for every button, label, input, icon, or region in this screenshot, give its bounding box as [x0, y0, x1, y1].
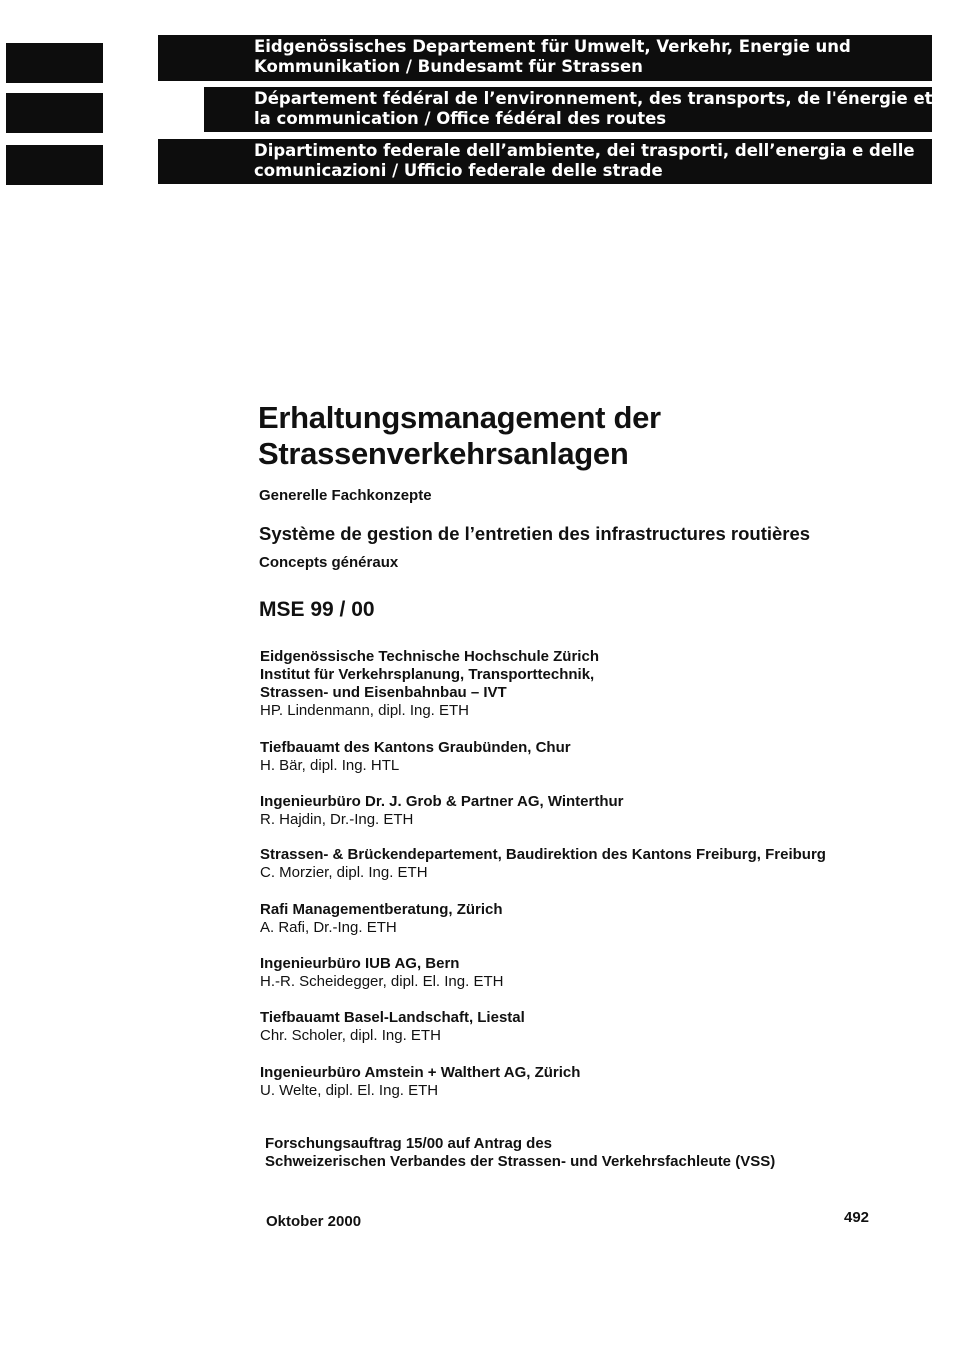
- organization-name: Tiefbauamt Basel-Landschaft, Liestal: [260, 1009, 525, 1026]
- report-number: 492: [844, 1209, 870, 1226]
- banner-fr-line-1: Département fédéral de l’environnement, des transports, de l'énergie et de: [254, 89, 962, 108]
- organization-baudirektion-freiburg: [260, 846, 826, 882]
- banner-de-line-2: Kommunikation / Bundesamt für Strassen: [254, 57, 643, 76]
- organization-name: Eidgenössische Technische Hochschule Zürich: [260, 648, 599, 665]
- organization-name: Ingenieurbüro IUB AG, Bern: [260, 955, 460, 972]
- organization-person: HP. Lindenmann, dipl. Ing. ETH: [260, 702, 470, 719]
- organization-tiefbauamt-graubuenden: [260, 739, 571, 775]
- publication-date: Oktober 2000: [266, 1213, 362, 1230]
- organization-amstein-walthert: [260, 1064, 580, 1100]
- organization-person: R. Hajdin, Dr.-Ing. ETH: [260, 811, 414, 828]
- research-assignment-line-1: Forschungsauftrag 15/00 auf Antrag des: [265, 1135, 553, 1152]
- department-banner-it: [158, 139, 932, 184]
- organization-name: Tiefbauamt des Kantons Graubünden, Chur: [260, 739, 571, 756]
- report-code: MSE 99 / 00: [259, 598, 375, 621]
- banner-it-line-2: comunicazioni / Ufficio federale delle strade: [254, 161, 663, 180]
- document-title-line-1: Erhaltungsmanagement der: [258, 400, 661, 435]
- organization-name: Ingenieurbüro Amstein + Walthert AG, Zürich: [260, 1064, 581, 1081]
- organization-grob-partner: [260, 793, 624, 829]
- organization-name: Ingenieurbüro Dr. J. Grob & Partner AG, Winterthur: [260, 793, 624, 810]
- organization-name: Strassen- & Brückendepartement, Baudirektion des Kantons Freiburg, Freiburg: [260, 846, 826, 863]
- banner-de-line-1: Eidgenössisches Departement für Umwelt, Verkehr, Energie und: [254, 37, 851, 56]
- subtitle-german: Generelle Fachkonzepte: [259, 487, 432, 504]
- banner-it-line-1: Dipartimento federale dell’ambiente, dei trasporti, dell’energia e delle: [254, 141, 915, 160]
- subtitle-french: Concepts généraux: [259, 554, 399, 571]
- organization-name: Rafi Managementberatung, Zürich: [260, 901, 503, 918]
- organization-person: Chr. Scholer, dipl. Ing. ETH: [260, 1027, 441, 1044]
- document-title-line-2: Strassenverkehrsanlagen: [258, 436, 629, 471]
- organization-name: Institut für Verkehrsplanung, Transporttechnik,: [260, 666, 595, 683]
- organization-person: A. Rafi, Dr.-Ing. ETH: [260, 919, 397, 936]
- organization-tiefbauamt-basel-landschaft: [260, 1009, 525, 1045]
- organization-name: Strassen- und Eisenbahnbau – IVT: [260, 684, 507, 701]
- organization-rafi: [260, 901, 503, 937]
- department-banner-de: [158, 35, 932, 81]
- document-title: [258, 400, 661, 472]
- research-assignment-line-2: Schweizerischen Verbandes der Strassen- und Verkehrsfachleute (VSS): [265, 1153, 776, 1170]
- banner-fr-line-2: la communication / Office fédéral des routes: [254, 109, 667, 128]
- department-banner-fr: [204, 87, 962, 132]
- organization-person: H. Bär, dipl. Ing. HTL: [260, 757, 400, 774]
- organization-iub: [260, 955, 503, 991]
- logo-bar-middle: [6, 93, 103, 133]
- research-assignment: [265, 1135, 775, 1171]
- logo-bar-bottom: [6, 145, 103, 185]
- logo-bar-top: [6, 43, 103, 83]
- organization-person: C. Morzier, dipl. Ing. ETH: [260, 864, 428, 881]
- title-french: Système de gestion de l’entretien des infrastructures routières: [259, 523, 811, 544]
- organization-person: U. Welte, dipl. El. Ing. ETH: [260, 1082, 439, 1099]
- organization-eth: [260, 648, 599, 720]
- organization-person: H.-R. Scheidegger, dipl. El. Ing. ETH: [260, 973, 504, 990]
